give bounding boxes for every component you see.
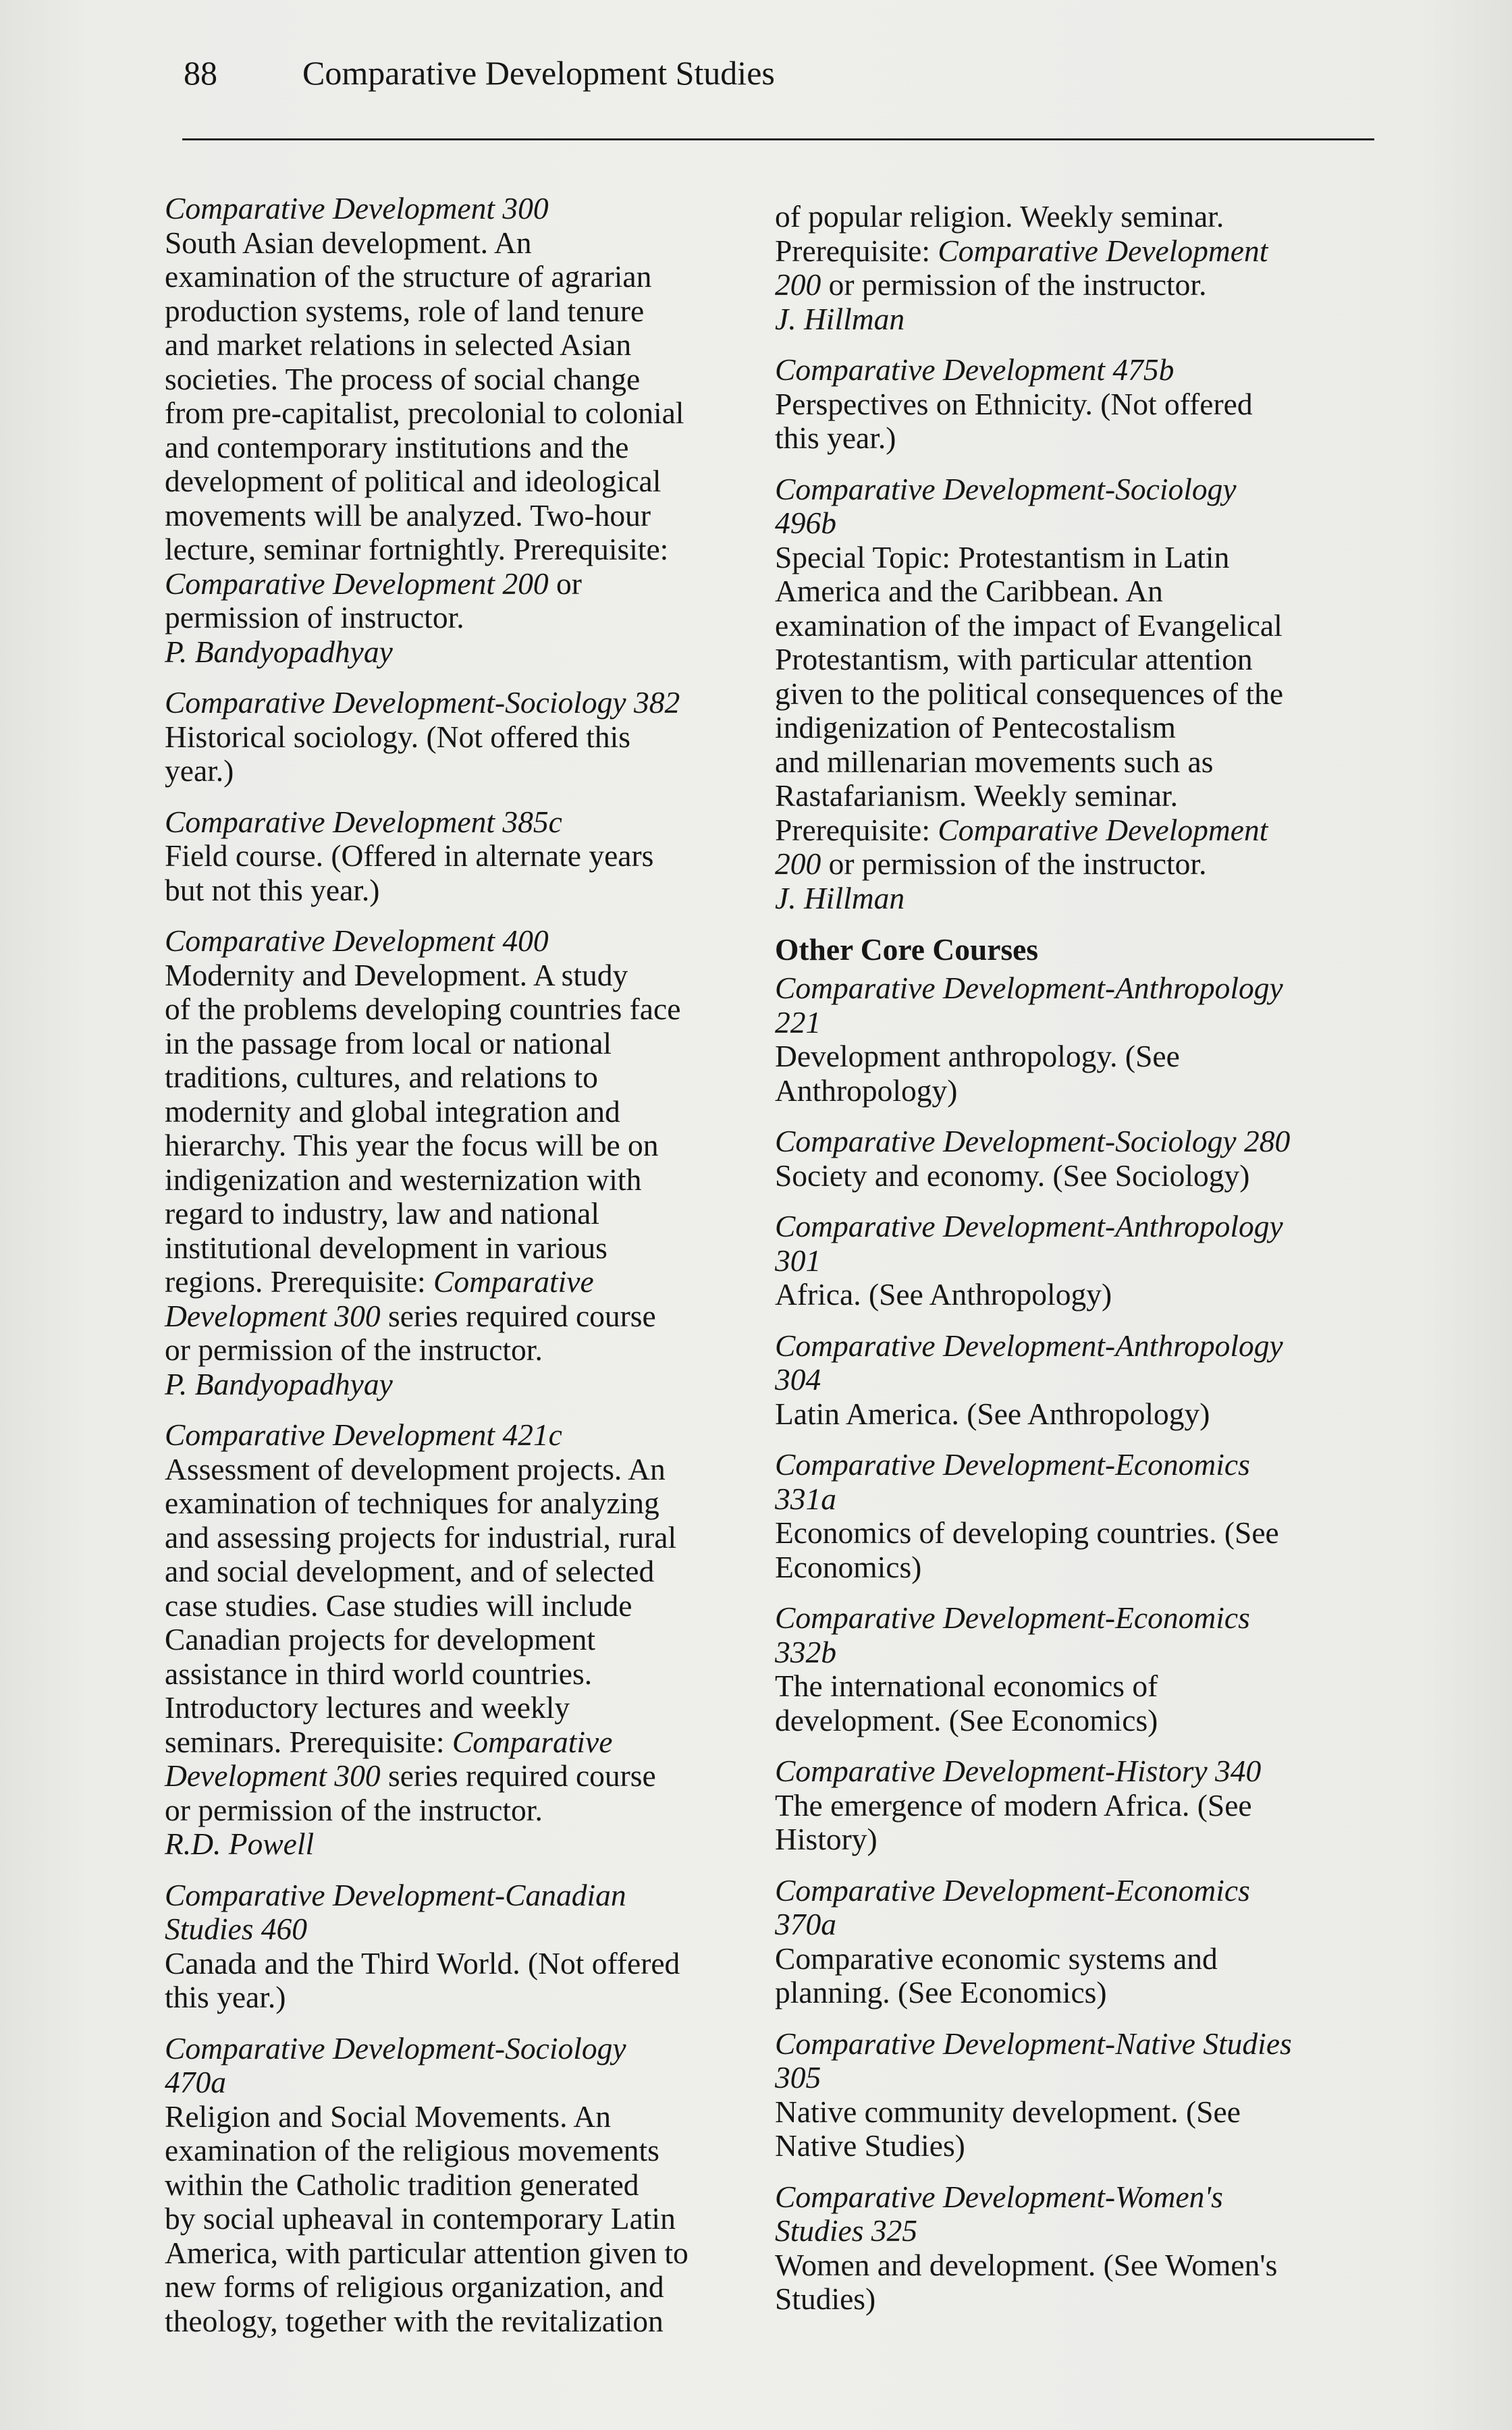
course-entry <box>165 1879 756 2015</box>
text-line: Women and development. (See Women's <box>775 2247 1278 2282</box>
text-line: Economics) <box>775 1549 922 1584</box>
text-line: J. Hillman <box>775 301 905 336</box>
text-line: Historical sociology. (Not offered this <box>165 719 630 754</box>
text-line: Comparative Development 200 or <box>165 566 582 601</box>
text-line: new forms of religious organization, and <box>165 2269 664 2304</box>
course-entry <box>775 1329 1369 1432</box>
text-line: America and the Caribbean. An <box>775 574 1163 608</box>
text-line: regions. Prerequisite: Comparative <box>165 1264 594 1299</box>
course-entry <box>775 473 1369 916</box>
text-line: Development anthropology. (See <box>775 1039 1180 1073</box>
text-line: Special Topic: Protestantism in Latin <box>775 539 1230 574</box>
text-line: Comparative Development 300 <box>165 191 549 225</box>
text-line: but not this year.) <box>165 872 380 907</box>
text-line: Modernity and Development. A study <box>165 957 628 992</box>
text-line: 221 <box>775 1004 821 1040</box>
text-line: Studies) <box>775 2282 876 2316</box>
text-line: modernity and global integration and <box>165 1094 620 1129</box>
text-line: Protestantism, with particular attention <box>775 642 1253 676</box>
text-line: and social development, and of selected <box>165 1554 655 1588</box>
course-entry <box>165 686 756 788</box>
text-line: by social upheaval in contemporary Latin <box>165 2201 676 2236</box>
text-line: 304 <box>775 1362 821 1397</box>
text-line: this year.) <box>165 1980 286 2014</box>
text-line: Comparative Development-Sociology <box>165 2030 626 2066</box>
right-column <box>775 200 1369 2333</box>
course-entry <box>775 1754 1369 1857</box>
text-line: The emergence of modern Africa. (See <box>775 1787 1252 1823</box>
text-line: Anthropology) <box>775 1073 958 1108</box>
text-line: or permission of the instructor. <box>165 1792 543 1827</box>
text-line: Introductory lectures and weekly <box>165 1690 570 1725</box>
text-line: theology, together with the revitalization <box>165 2303 664 2338</box>
course-entry <box>165 192 756 669</box>
text-line: Comparative Development-Economics <box>775 1600 1250 1635</box>
text-line: examination of the impact of Evangelical <box>775 608 1282 643</box>
text-line: Comparative Development 385c <box>165 804 562 839</box>
text-line: Comparative Development-Native Studies <box>775 2026 1292 2061</box>
text-line: Comparative Development-Anthropology <box>775 971 1283 1005</box>
text-line: 200 or permission of the instructor. <box>775 846 1207 881</box>
text-line: Comparative Development-Anthropology <box>775 1209 1283 1243</box>
text-line: Canada and the Third World. (Not offered <box>165 1945 680 1980</box>
text-line: development. (See Economics) <box>775 1702 1158 1737</box>
text-line: Comparative Development-Sociology 280 <box>775 1124 1291 1158</box>
text-line: examination of techniques for analyzing <box>165 1486 659 1520</box>
text-line: year.) <box>165 753 234 788</box>
text-line: 470a <box>165 2065 226 2099</box>
text-line: Comparative Development 475b <box>775 352 1174 387</box>
text-line: South Asian development. An <box>165 225 532 260</box>
text-line: of popular religion. Weekly seminar. <box>775 199 1224 234</box>
text-line: movements will be analyzed. Two-hour <box>165 497 651 533</box>
text-line: 200 or permission of the instructor. <box>775 267 1207 302</box>
text-line: production systems, role of land tenure <box>165 293 645 328</box>
left-column <box>165 192 756 2355</box>
text-line: Rastafarianism. Weekly seminar. <box>775 778 1178 813</box>
course-entry <box>165 805 756 908</box>
text-line: in the passage from local or national <box>165 1025 612 1060</box>
text-line: traditions, cultures, and relations to <box>165 1060 598 1094</box>
course-entry <box>775 2027 1369 2163</box>
text-line: Canadian projects for development <box>165 1622 596 1656</box>
text-line: planning. (See Economics) <box>775 1975 1107 2009</box>
text-line: Prerequisite: Comparative Development <box>775 233 1268 268</box>
course-entry <box>775 971 1369 1108</box>
text-line: of the problems developing countries face <box>165 992 681 1026</box>
text-line: J. Hillman <box>775 880 905 915</box>
text-line: indigenization of Pentecostalism <box>775 710 1176 745</box>
text-line: and market relations in selected Asian <box>165 327 632 362</box>
text-line: Society and economy. (See Sociology) <box>775 1158 1250 1193</box>
text-line: and millenarian movements such as <box>775 744 1214 779</box>
header-rule <box>182 138 1374 140</box>
text-line: assistance in third world countries. <box>165 1656 593 1691</box>
text-line: societies. The process of social change <box>165 361 641 396</box>
page-number: 88 <box>184 54 217 92</box>
text-line: hierarchy. This year the focus will be on <box>165 1128 659 1162</box>
text-line: given to the political consequences of the <box>775 676 1284 711</box>
text-line: R.D. Powell <box>165 1827 315 1861</box>
text-line: Comparative Development-Economics <box>775 1447 1250 1482</box>
text-line: Comparative Development-Sociology 382 <box>165 685 680 720</box>
text-line: Prerequisite: Comparative Development <box>775 812 1268 847</box>
course-entry <box>165 2032 756 2339</box>
text-line: development of political and ideological <box>165 464 662 498</box>
text-line: P. Bandyopadhyay <box>165 1366 393 1401</box>
text-line: Comparative economic systems and <box>775 1941 1218 1976</box>
text-line: and assessing projects for industrial, rural <box>165 1519 677 1555</box>
course-entry <box>775 1210 1369 1312</box>
text-line: Comparative Development 421c <box>165 1418 562 1452</box>
text-line: within the Catholic tradition generated <box>165 2167 639 2202</box>
section-heading: Other Core Courses <box>775 932 1039 967</box>
text-line: Development 300 series required course <box>165 1758 656 1793</box>
text-line: Comparative Development-Economics <box>775 1872 1250 1908</box>
text-line: Comparative Development-History 340 <box>775 1754 1262 1788</box>
text-line: Studies 460 <box>165 1912 308 1946</box>
course-entry <box>775 1448 1369 1584</box>
page-header <box>184 47 1372 99</box>
course-entry <box>165 924 756 1401</box>
text-line: 332b <box>775 1634 836 1669</box>
text-line: 305 <box>775 2060 821 2095</box>
text-line: Religion and Social Movements. An <box>165 2099 611 2134</box>
text-line: seminars. Prerequisite: Comparative <box>165 1724 613 1759</box>
course-entry <box>775 1874 1369 2010</box>
text-line: from pre-capitalist, precolonial to colonial <box>165 396 684 430</box>
text-line: examination of the religious movements <box>165 2133 659 2167</box>
text-line: Native community development. (See <box>775 2094 1241 2129</box>
text-line: Economics of developing countries. (See <box>775 1515 1279 1550</box>
text-line: Comparative Development-Anthropology <box>775 1328 1283 1363</box>
running-title: Comparative Development Studies <box>302 54 775 92</box>
text-line: Comparative Development-Sociology <box>775 471 1237 506</box>
text-line: Perspectives on Ethnicity. (Not offered <box>775 386 1253 421</box>
text-line: Assessment of development projects. An <box>165 1451 666 1486</box>
course-entry <box>775 200 1369 336</box>
text-line: 331a <box>775 1481 836 1516</box>
course-entry <box>775 353 1369 456</box>
text-line: institutional development in various <box>165 1230 608 1265</box>
text-line: The international economics of <box>775 1669 1158 1703</box>
text-line: P. Bandyopadhyay <box>165 634 393 669</box>
text-line: Studies 325 <box>775 2213 918 2248</box>
text-line: Native Studies) <box>775 2128 965 2163</box>
text-line: 370a <box>775 1907 836 1941</box>
text-line: permission of instructor. <box>165 600 464 634</box>
text-line: Latin America. (See Anthropology) <box>775 1396 1210 1431</box>
text-line: Development 300 series required course <box>165 1298 656 1333</box>
course-entry <box>775 2180 1369 2317</box>
text-line: 301 <box>775 1243 821 1278</box>
text-line: Field course. (Offered in alternate years <box>165 838 654 873</box>
text-line: this year.) <box>775 421 896 455</box>
text-line: Comparative Development 400 <box>165 923 549 958</box>
text-line: and contemporary institutions and the <box>165 429 629 464</box>
text-line: Comparative Development-Women's <box>775 2179 1223 2214</box>
text-line: or permission of the instructor. <box>165 1332 543 1367</box>
text-line: History) <box>775 1822 878 1856</box>
course-entry <box>775 1125 1369 1193</box>
text-line: case studies. Case studies will include <box>165 1588 632 1623</box>
text-line: 496b <box>775 506 836 540</box>
text-line: America, with particular attention given to <box>165 2235 688 2270</box>
text-line: Africa. (See Anthropology) <box>775 1277 1112 1312</box>
text-line: indigenization and westernization with <box>165 1162 642 1197</box>
text-line: Comparative Development-Canadian <box>165 1877 626 1912</box>
course-entry <box>165 1418 756 1862</box>
text-line: examination of the structure of agrarian <box>165 259 652 294</box>
text-line: regard to industry, law and national <box>165 1196 599 1231</box>
course-entry <box>775 1601 1369 1737</box>
text-line: lecture, seminar fortnightly. Prerequisite: <box>165 532 669 566</box>
